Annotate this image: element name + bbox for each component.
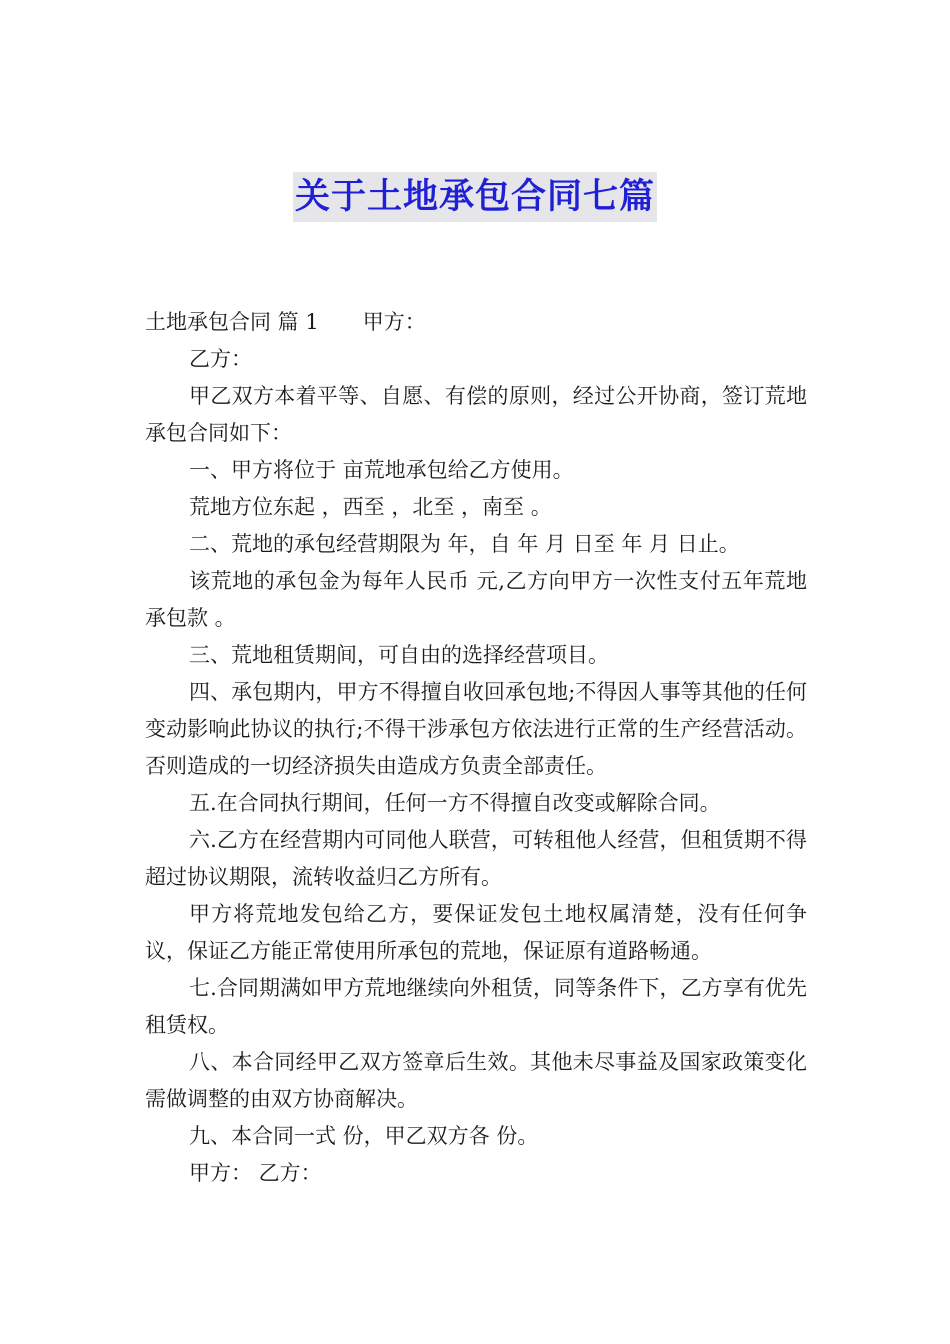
document-body: [145, 304, 807, 1192]
paragraph: 七.合同期满如甲方荒地继续向外租赁，同等条件下，乙方享有优先租赁权。: [145, 976, 807, 1037]
title-container: [0, 172, 950, 222]
paragraph: 八、本合同经甲乙双方签章后生效。其他未尽事益及国家政策变化需做调整的由双方协商解决。: [145, 1050, 807, 1111]
party-a-label: 甲方：: [362, 310, 426, 334]
paragraph: 荒地方位东起 ，西至 ，北至 ，南至 。: [189, 495, 552, 519]
paragraph: 乙方：: [189, 347, 252, 371]
paragraph: 九、本合同一式 份，甲乙双方各 份。: [189, 1124, 539, 1148]
paragraph: 五.在合同执行期间，任何一方不得擅自改变或解除合同。: [189, 791, 721, 815]
paragraph: 甲方将荒地发包给乙方，要保证发包土地权属清楚，没有任何争议，保证乙方能正常使用所承包的荒地，保证原有道路畅通。: [145, 902, 807, 963]
paragraph: 四、承包期内，甲方不得擅自收回承包地;不得因人事等其他的任何变动影响此协议的执行;不得干涉承包方依法进行正常的生产经营活动。否则造成的一切经济损失由造成方负责全部责任。: [145, 680, 807, 778]
paragraph: 三、荒地租赁期间，可自由的选择经营项目。: [189, 643, 609, 667]
paragraph: 一、甲方将位于 亩荒地承包给乙方使用。: [189, 458, 574, 482]
document-title: 关于土地承包合同七篇: [293, 172, 657, 222]
paragraph: 甲乙双方本着平等、自愿、有偿的原则，经过公开协商，签订荒地承包合同如下：: [145, 384, 807, 445]
contract-heading: 土地承包合同 篇 1: [145, 310, 319, 334]
paragraph: 二、荒地的承包经营期限为 年，自 年 月 日至 年 月 日止。: [189, 532, 740, 556]
paragraph: 该荒地的承包金为每年人民币 元,乙方向甲方一次性支付五年荒地承包款 。: [145, 569, 807, 630]
paragraph: 六.乙方在经营期内可同他人联营，可转租他人经营，但租赁期不得超过协议期限，流转收益归乙方所有。: [145, 828, 807, 889]
first-line: [145, 304, 807, 341]
signature-line: 甲方： 乙方：: [189, 1161, 322, 1185]
